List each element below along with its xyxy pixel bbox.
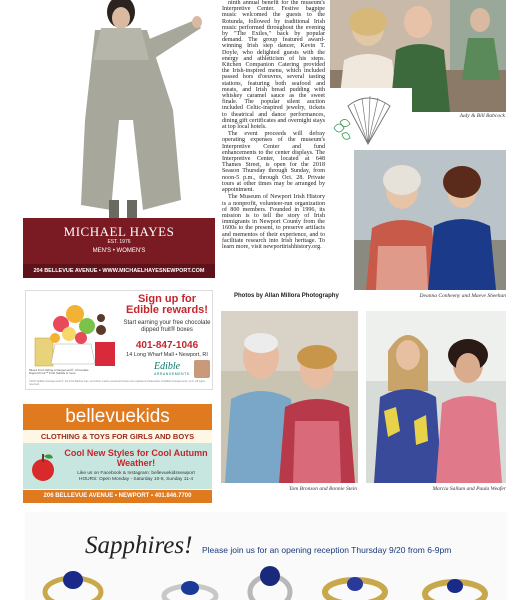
photo-deanna-maeve <box>354 150 506 290</box>
edible-address: 14 Long Wharf Mall • Newport, RI <box>126 352 208 358</box>
edible-logo-sub: ARRANGEMENTS <box>154 372 190 376</box>
fashion-model-photo <box>23 0 215 218</box>
article-paragraph: The Museum of Newport Irish History is a nonprofit, volunteer-run organization of 800 members. Founded in 1996, its mission is to tell the story of Irish immigrants in Newport County from the 1600s to the present, to preserve artifacts and mementos of their experience, and to facilitate research into Irish heritage. To learn more, visit newportirishhistory.org. <box>222 194 325 250</box>
brand-name: MICHAEL HAYES <box>63 224 175 239</box>
ad-address-bar[interactable]: 204 BELLEVUE AVENUE • WWW.MICHAELHAYESNEWPORT.COM <box>23 264 215 278</box>
hours-text: HOURS: Open Monday - Saturday 10-5, Sunday 11-4 <box>78 477 194 482</box>
sapphire-rings-image <box>25 552 507 600</box>
edible-phone[interactable]: 401-847-1046 <box>135 340 199 351</box>
bellevue-kids-ad[interactable] <box>23 404 212 503</box>
apple-icon <box>29 448 57 484</box>
legal-text: ©2017 Edible Arrangements®, the Fruit Basket logo, and other marks mentioned herein are registered trademarks of Edible Arrangements, LLC. All rights reserved. <box>29 380 206 386</box>
photo-caption: Tom Bronson and Bonnie Stein <box>288 486 357 492</box>
michael-hayes-ad <box>23 0 215 278</box>
photo-caption: Marcia Sallum and Paula Weafer <box>432 486 506 492</box>
article-paragraph: The event proceeds will defray operating expenses of the museum's Interpretive Center and fund enhancements to the center displays. The Interpretive Center, located at 648 Thames Street, is open for the 2018 Season Thursday through Sunday, from noon-5 p.m., through Oct. 28. Private tours at other times may be arranged by appointment. <box>222 131 325 194</box>
bellevue-kids-address: 206 BELLEVUE AVENUE • NEWPORT • 401.846.7700 <box>23 490 212 503</box>
brand-est: EST. 1976 <box>107 239 131 245</box>
person-photo <box>194 360 210 378</box>
sapphires-ad[interactable] <box>25 512 507 600</box>
edible-text: Start earning your free chocolate dipped fruit® boxes <box>123 320 211 333</box>
photo-tom-bonnie <box>221 311 358 483</box>
edible-logo-text: Edible <box>154 361 181 372</box>
bellevue-kids-tagline: CLOTHING & TOYS FOR GIRLS AND BOYS <box>23 430 212 443</box>
edible-headline: Sign up for Edible rewards! <box>126 293 208 316</box>
edible-arrangements-ad[interactable] <box>25 290 213 390</box>
photo-caption: Deanna Conheeny and Maeve Sheehan <box>419 293 506 299</box>
brand-subtitle: MEN'S • WOMEN'S <box>92 248 146 254</box>
article-paragraph: ninth annual benefit for the museum's Interpretive Center. Festive bagpipe music welcomed the guests to the Rotunda, followed by traditional Irish music performed throughout the evening by "The Exiles," back by popular demand. The group featured award-winning Irish step dancer, Kevin T. Doyle, who delighted guests with the energy and athleticism of his steps. Kitchen Companion Catering provided the Irish-inspired menu, which included passed hors d'oeuvres, several tasting stations, featuring both seafood and meats, and Irish bread pudding with whiskey caramel sauce as the sweet finale. The popular silent auction included Celtic-inspired jewelry, tickets to theatrical and dance performances, dining gift certificates and overnight stays at top local hotels. <box>222 0 325 131</box>
reception-invite: Please join us for an opening reception Thursday 9/20 from 6-9pm <box>202 545 452 555</box>
sapphires-title: Sapphires! <box>85 532 193 559</box>
photo-caption: Judy & Bill Babcock <box>459 113 505 119</box>
social-text: Like us on Facebook & Instagram: bellevuekidsnewport <box>77 471 195 476</box>
fruit-arrangement-image <box>29 294 121 368</box>
article-column <box>222 0 325 290</box>
edible-logo <box>154 361 190 376</box>
photo-credit: Photos by Allan Millora Photography <box>234 293 339 299</box>
photo-marcia-paula <box>366 311 506 483</box>
promo-headline: Cool New Styles for Cool Autumn Weather! <box>64 448 208 468</box>
seashell-illustration <box>328 88 412 150</box>
bellevue-kids-logo: bellevuekids <box>23 404 212 430</box>
product-caption: Mixed Fruit Hiding Arrangement®, Chocolate Dipped Fruit™ Fruit Salads & more <box>29 368 89 376</box>
